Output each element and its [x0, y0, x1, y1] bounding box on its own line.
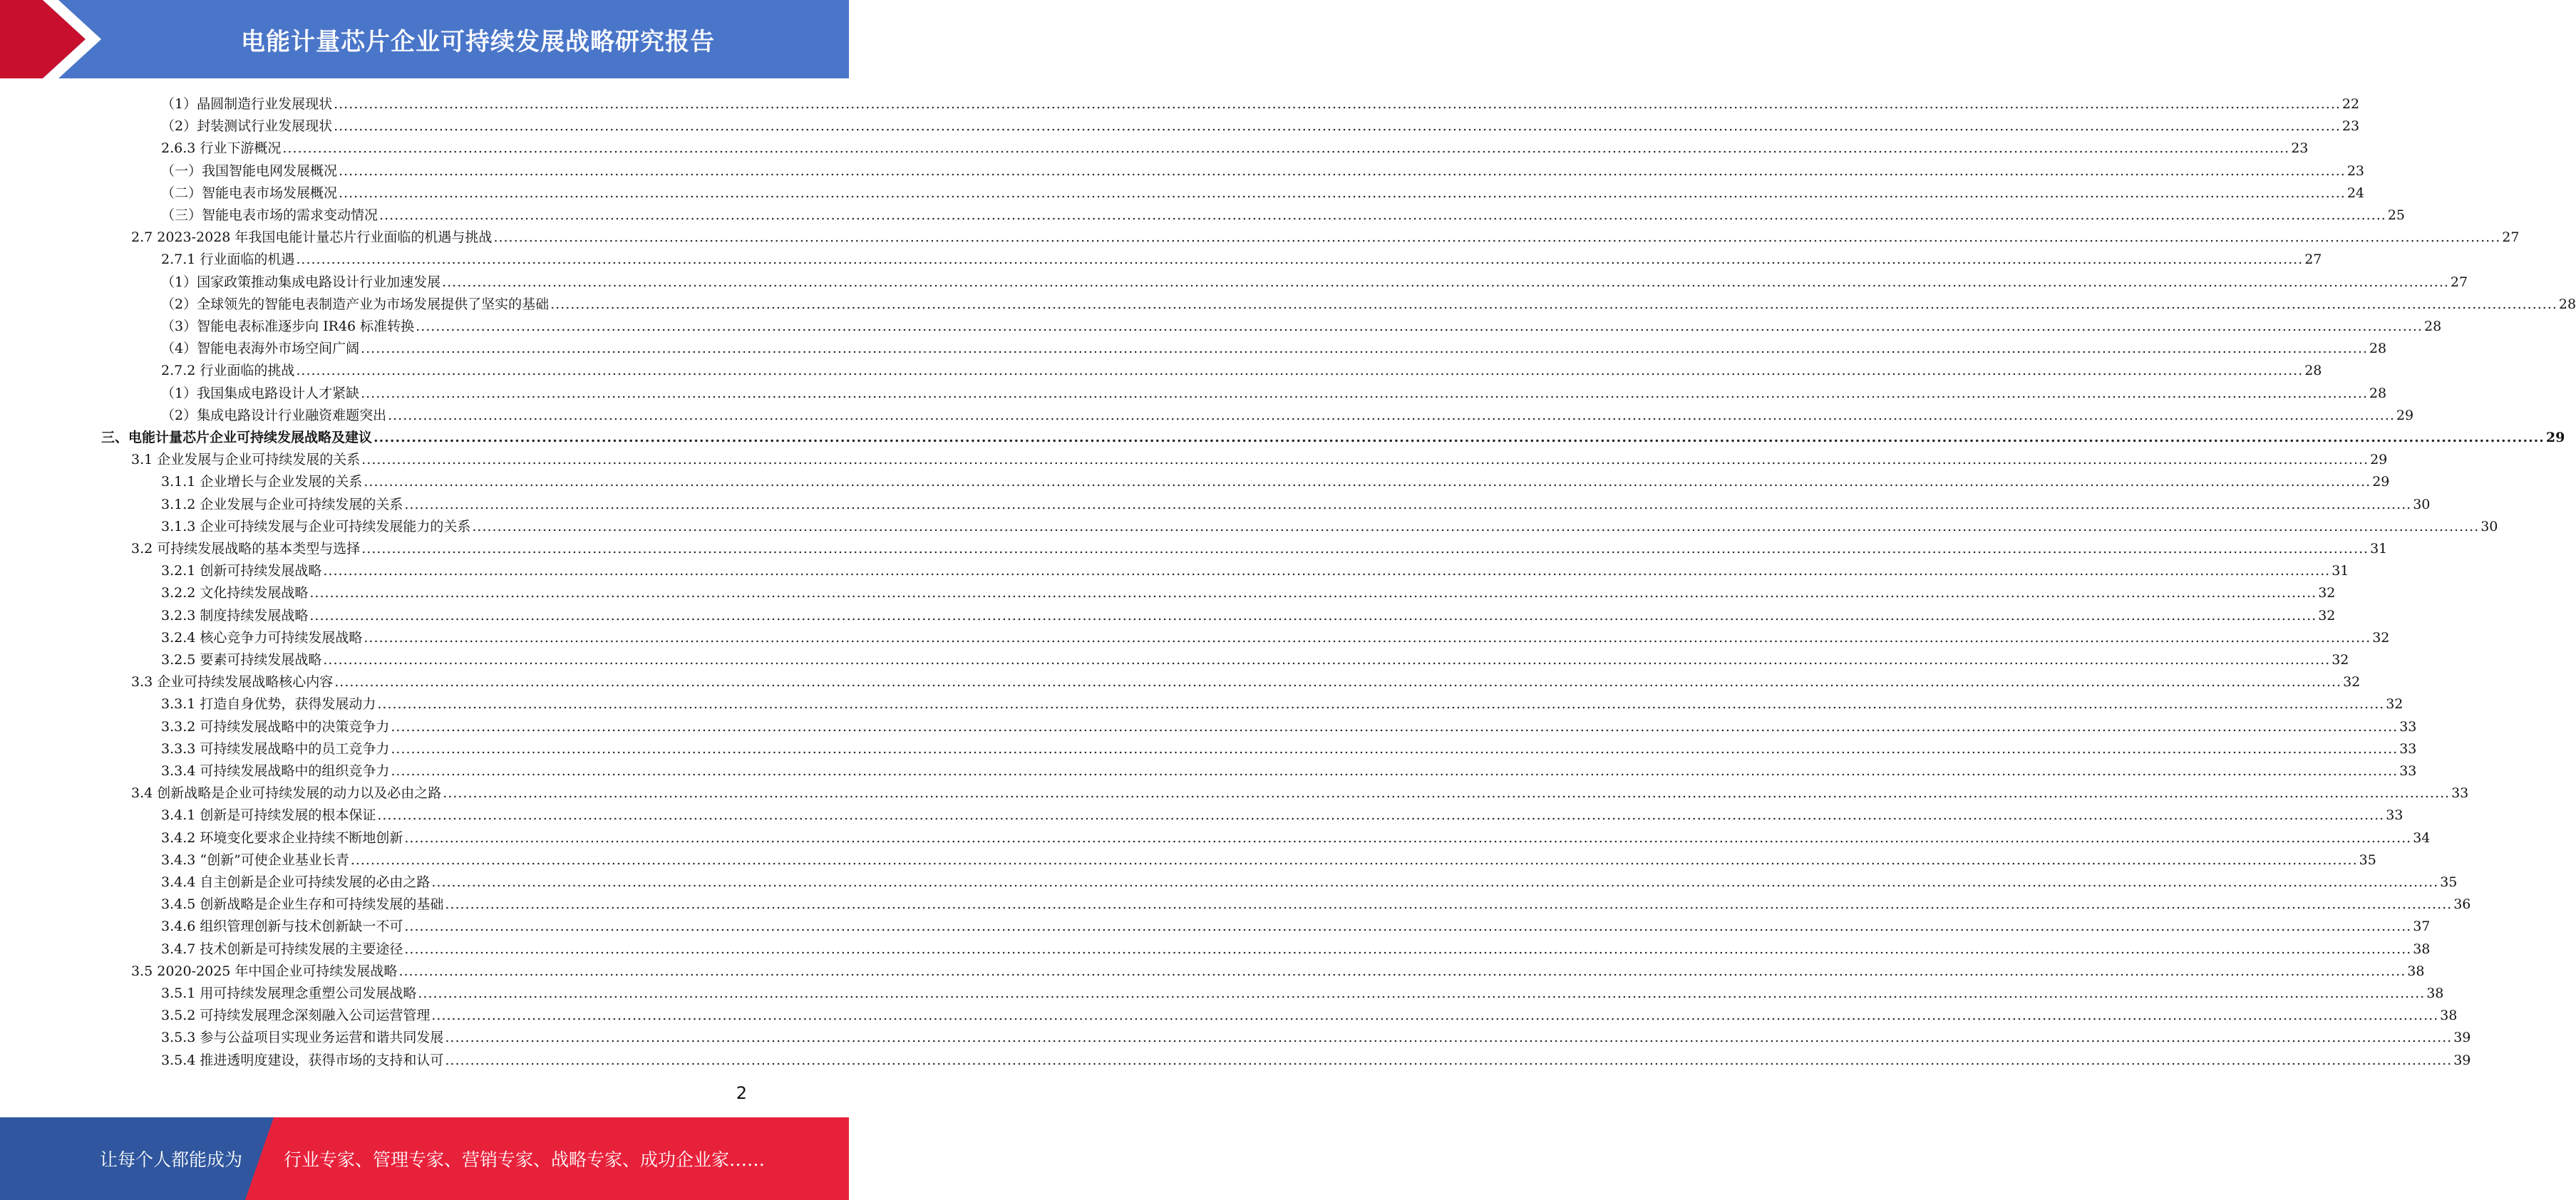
toc-entry-title: 3.1.1 企业增长与企业发展的关系	[161, 474, 363, 490]
toc-entry[interactable]	[161, 713, 2417, 735]
toc-entry[interactable]	[161, 335, 2387, 357]
toc-leader-dots: ................................................................................................................................................................................................................................................................................................................................................................................................................	[361, 541, 2369, 557]
toc-entry-page: 31	[2370, 541, 2388, 557]
toc-entry[interactable]	[161, 1024, 2471, 1046]
toc-entry-title: 3.5.2 可持续发展理念深刻融入公司运营管理	[161, 1008, 431, 1024]
toc-entry-page: 32	[2318, 607, 2336, 624]
toc-entry-title: （2）集成电路设计行业融资难题突出	[161, 407, 387, 423]
toc-entry[interactable]	[131, 780, 2469, 802]
toc-leader-dots: ................................................................................................................................................................................................................................................................................................................................................................................................................	[339, 162, 2346, 179]
page-number: 2	[736, 1083, 747, 1103]
toc-leader-dots: ................................................................................................................................................................................................................................................................................................................................................................................................................	[416, 319, 2423, 334]
toc-entry[interactable]	[161, 891, 2471, 913]
toc-entry[interactable]	[161, 1047, 2471, 1069]
toc-leader-dots: ................................................................................................................................................................................................................................................................................................................................................................................................................	[388, 407, 2395, 423]
toc-leader-dots: ................................................................................................................................................................................................................................................................................................................................................................................................................	[493, 229, 2501, 246]
toc-entry-title: 3.4.2 环境变化要求企业持续不断地创新	[161, 829, 403, 846]
toc-entry-page: 28	[2369, 385, 2387, 401]
toc-entry-title: 2.7 2023-2028 年我国电能计量芯片行业面临的机遇与挑战	[131, 229, 493, 246]
toc-entry[interactable]	[161, 468, 2390, 490]
toc-leader-dots: ................................................................................................................................................................................................................................................................................................................................................................................................................	[334, 674, 2342, 690]
toc-entry-title: （二）智能电表市场发展概况	[161, 185, 338, 201]
toc-entry-page: 33	[2399, 763, 2417, 779]
toc-leader-dots: ................................................................................................................................................................................................................................................................................................................................................................................................................	[361, 452, 2369, 468]
toc-entry-page: 27	[2450, 274, 2468, 290]
toc-entry-page: 24	[2346, 185, 2365, 201]
footer-slogan-left: 让每个人都能成为	[100, 1149, 243, 1170]
toc-entry-page: 29	[2372, 474, 2390, 490]
toc-entry-title: 3.4.4 自主创新是企业可持续发展的必由之路	[161, 874, 431, 890]
toc-entry-title: 3.2.5 要素可持续发展战略	[161, 652, 322, 668]
page-header	[0, 0, 849, 78]
toc-entry[interactable]	[161, 936, 2431, 958]
toc-entry-page: 28	[2304, 363, 2322, 379]
toc-entry-page: 38	[2407, 963, 2425, 979]
toc-entry-title: 3.3 企业可持续发展战略核心内容	[131, 674, 334, 690]
toc-entry-page: 23	[2291, 140, 2309, 157]
toc-entry-title: 3.5.3 参与公益项目实现业务运营和谐共同发展	[161, 1030, 444, 1046]
toc-entry[interactable]	[161, 646, 2349, 668]
toc-entry[interactable]	[161, 690, 2404, 713]
toc-leader-dots: ................................................................................................................................................................................................................................................................................................................................................................................................................	[431, 874, 2439, 890]
toc-entry-title: （2）全球领先的智能电表制造产业为市场发展提供了坚实的基础	[161, 296, 550, 312]
toc-entry-title: 3.2 可持续发展战略的基本类型与选择	[131, 541, 361, 557]
toc-entry-page: 22	[2341, 96, 2360, 112]
toc-entry-page: 27	[2304, 252, 2322, 268]
toc-entry-title: 3.1 企业发展与企业可持续发展的关系	[131, 452, 361, 468]
toc-entry-page: 31	[2332, 563, 2349, 579]
toc-entry-page: 32	[2343, 674, 2361, 690]
toc-entry-page: 39	[2453, 1030, 2471, 1046]
toc-entry[interactable]	[131, 668, 2361, 690]
toc-leader-dots: ................................................................................................................................................................................................................................................................................................................................................................................................................	[361, 385, 2368, 401]
toc-entry-title: 3.4.6 组织管理创新与技术创新缺一不可	[161, 919, 403, 935]
toc-entry-page: 37	[2413, 919, 2431, 935]
toc-entry-page: 33	[2399, 718, 2417, 735]
toc-entry[interactable]	[161, 113, 2360, 135]
toc-leader-dots: ................................................................................................................................................................................................................................................................................................................................................................................................................	[445, 1052, 2453, 1068]
toc-entry-title: 3.3.1 打造自身优势，获得发展动力	[161, 696, 376, 713]
toc-entry-title: 3.5.1 用可持续发展理念重塑公司发展战略	[161, 986, 417, 1001]
toc-entry-page: 32	[2332, 652, 2349, 668]
toc-entry-page: 33	[2386, 807, 2404, 824]
toc-entry[interactable]	[161, 513, 2498, 535]
toc-entry-page: 38	[2426, 986, 2444, 1001]
toc-entry-page: 29	[2545, 430, 2565, 445]
toc-leader-dots: ................................................................................................................................................................................................................................................................................................................................................................................................................	[296, 252, 2304, 268]
toc-entry-page: 35	[2440, 874, 2458, 890]
toc-entry[interactable]	[161, 246, 2322, 268]
toc-entry[interactable]	[161, 557, 2349, 579]
page-footer	[0, 1117, 849, 1200]
toc-entry-title: 3.4.3 “创新”可使企业基业长青	[161, 852, 349, 868]
toc-leader-dots: ................................................................................................................................................................................................................................................................................................................................................................................................................	[309, 585, 2317, 601]
toc-entry[interactable]	[161, 869, 2458, 891]
toc-entry-title: 3.3.2 可持续发展战略中的决策竞争力	[161, 718, 390, 735]
toc-leader-dots: ................................................................................................................................................................................................................................................................................................................................................................................................................	[404, 496, 2412, 512]
toc-entry-title: 2.6.3 行业下游概况	[161, 140, 282, 157]
toc-entry-page: 32	[2386, 696, 2404, 713]
toc-entry-title: 3.4.1 创新是可持续发展的根本保证	[161, 807, 376, 824]
toc-leader-dots: ................................................................................................................................................................................................................................................................................................................................................................................................................	[379, 207, 2386, 223]
toc-entry-page: 32	[2318, 585, 2336, 601]
toc-entry[interactable]	[161, 824, 2431, 847]
toc-leader-dots: ................................................................................................................................................................................................................................................................................................................................................................................................................	[377, 807, 2385, 824]
toc-entry[interactable]	[161, 313, 2442, 335]
toc-entry-page: 28	[2423, 319, 2442, 334]
toc-leader-dots: ................................................................................................................................................................................................................................................................................................................................................................................................................	[431, 1008, 2439, 1024]
toc-entry[interactable]	[161, 602, 2336, 624]
toc-leader-dots: ................................................................................................................................................................................................................................................................................................................................................................................................................	[282, 140, 2290, 157]
toc-leader-dots: ................................................................................................................................................................................................................................................................................................................................................................................................................	[339, 185, 2346, 201]
toc-leader-dots: ................................................................................................................................................................................................................................................................................................................................................................................................................	[391, 718, 2399, 735]
toc-entry-page: 34	[2413, 829, 2431, 846]
toc-entry-title: 3.1.3 企业可持续发展与企业可持续发展能力的关系	[161, 518, 471, 534]
toc-entry[interactable]	[161, 579, 2336, 601]
toc-entry[interactable]	[161, 1002, 2458, 1024]
toc-entry-page: 35	[2359, 852, 2376, 868]
toc-entry-page: 28	[2369, 341, 2387, 357]
toc-entry[interactable]	[131, 535, 2388, 557]
toc-leader-dots: ................................................................................................................................................................................................................................................................................................................................................................................................................	[377, 696, 2385, 713]
toc-leader-dots: ................................................................................................................................................................................................................................................................................................................................................................................................................	[361, 341, 2368, 357]
toc-entry-page: 38	[2413, 941, 2431, 957]
toc-entry-title: 3.4.5 创新战略是企业生存和可持续发展的基础	[161, 896, 444, 913]
toc-entry-page: 30	[2480, 518, 2498, 534]
report-title: 电能计量芯片企业可持续发展战略研究报告	[241, 27, 715, 56]
toc-entry[interactable]	[161, 802, 2404, 824]
toc-leader-dots: ................................................................................................................................................................................................................................................................................................................................................................................................................	[445, 1030, 2453, 1046]
toc-leader-dots: ................................................................................................................................................................................................................................................................................................................................................................................................................	[334, 96, 2341, 112]
toc-entry-title: 3.5 2020-2025 年中国企业可持续发展战略	[131, 963, 398, 979]
toc-entry[interactable]	[161, 402, 2414, 424]
toc-entry-title: 3.5.4 推进透明度建设，获得市场的支持和认可	[161, 1052, 444, 1068]
toc-leader-dots: ................................................................................................................................................................................................................................................................................................................................................................................................................	[391, 740, 2399, 757]
toc-entry-title: （三）智能电表市场的需求变动情况	[161, 207, 378, 223]
toc-entry-title: （1）晶圆制造行业发展现状	[161, 96, 333, 112]
toc-leader-dots: ................................................................................................................................................................................................................................................................................................................................................................................................................	[309, 607, 2317, 624]
toc-entry[interactable]	[161, 624, 2390, 646]
toc-leader-dots: ................................................................................................................................................................................................................................................................................................................................................................................................................	[323, 563, 2331, 579]
toc-leader-dots: ................................................................................................................................................................................................................................................................................................................................................................................................................	[323, 652, 2331, 668]
toc-leader-dots: ................................................................................................................................................................................................................................................................................................................................................................................................................	[404, 829, 2412, 846]
toc-entry[interactable]	[131, 958, 2425, 980]
footer-slogan-right: 行业专家、管理专家、营销专家、战略专家、成功企业家……	[284, 1149, 766, 1170]
toc-entry[interactable]	[161, 269, 2468, 291]
toc-entry-title: 3.3.3 可持续发展战略中的员工竞争力	[161, 740, 390, 757]
toc-entry-title: （4）智能电表海外市场空间广阔	[161, 341, 360, 357]
toc-leader-dots: ................................................................................................................................................................................................................................................................................................................................................................................................................	[364, 629, 2371, 646]
toc-entry-page: 36	[2453, 896, 2471, 913]
toc-entry-title: 3.4 创新战略是企业可持续发展的动力以及必由之路	[131, 785, 442, 802]
toc-entry-title: 3.1.2 企业发展与企业可持续发展的关系	[161, 496, 403, 512]
toc-entry[interactable]	[161, 847, 2376, 869]
toc-entry-title: （1）我国集成电路设计人才紧缺	[161, 385, 360, 401]
toc-leader-dots: ................................................................................................................................................................................................................................................................................................................................................................................................................	[391, 763, 2399, 779]
toc-entry-page: 23	[2346, 162, 2365, 179]
toc-entry-title: 三、电能计量芯片企业可持续发展战略及建议	[101, 430, 373, 445]
toc-entry[interactable]	[161, 491, 2431, 513]
toc-entry-title: 3.2.1 创新可持续发展战略	[161, 563, 322, 579]
toc-leader-dots: ................................................................................................................................................................................................................................................................................................................................................................................................................	[418, 986, 2426, 1001]
toc-entry[interactable]	[161, 357, 2322, 379]
toc-leader-dots: ................................................................................................................................................................................................................................................................................................................................................................................................................	[550, 296, 2557, 312]
toc-leader-dots: ................................................................................................................................................................................................................................................................................................................................................................................................................	[296, 363, 2304, 379]
toc-leader-dots: ................................................................................................................................................................................................................................................................................................................................................................................................................	[404, 919, 2412, 935]
toc-entry-title: 3.2.3 制度持续发展战略	[161, 607, 309, 624]
toc-entry-title: 3.3.4 可持续发展战略中的组织竞争力	[161, 763, 390, 779]
toc-leader-dots: ................................................................................................................................................................................................................................................................................................................................................................................................................	[373, 430, 2545, 445]
toc-entry[interactable]	[161, 157, 2365, 180]
toc-entry-page: 38	[2440, 1008, 2458, 1024]
toc-entry-title: 3.2.4 核心竞争力可持续发展战略	[161, 629, 363, 646]
toc-entry-page: 33	[2451, 785, 2469, 802]
toc-entry-page: 39	[2453, 1052, 2471, 1068]
toc-entry-title: 2.7.1 行业面临的机遇	[161, 252, 295, 268]
toc-entry[interactable]	[161, 90, 2360, 113]
toc-entry-title: 3.4.7 技术创新是可持续发展的主要途径	[161, 941, 403, 957]
toc-leader-dots: ................................................................................................................................................................................................................................................................................................................................................................................................................	[404, 941, 2412, 957]
toc-leader-dots: ................................................................................................................................................................................................................................................................................................................................................................................................................	[443, 785, 2451, 802]
toc-entry-title: 2.7.2 行业面临的挑战	[161, 363, 295, 379]
toc-entry[interactable]	[161, 913, 2431, 935]
toc-entry-title: （2）封装测试行业发展现状	[161, 118, 333, 135]
toc-entry-page: 29	[2370, 452, 2388, 468]
toc-entry[interactable]	[161, 380, 2387, 402]
toc-entry[interactable]	[131, 446, 2388, 468]
toc-entry-title: （一）我国智能电网发展概况	[161, 162, 338, 179]
toc-entry[interactable]	[161, 757, 2417, 780]
toc-entry-page: 33	[2399, 740, 2417, 757]
toc-entry[interactable]	[161, 180, 2365, 202]
toc-entry-page: 29	[2396, 407, 2414, 423]
toc-leader-dots: ................................................................................................................................................................................................................................................................................................................................................................................................................	[364, 474, 2371, 490]
toc-entry[interactable]	[131, 224, 2520, 246]
toc-entry-title: 3.2.2 文化持续发展战略	[161, 585, 309, 601]
toc-leader-dots: ................................................................................................................................................................................................................................................................................................................................................................................................................	[350, 852, 2358, 868]
toc-entry[interactable]	[101, 424, 2565, 446]
toc-entry[interactable]	[161, 980, 2444, 1002]
toc-entry-page: 30	[2413, 496, 2431, 512]
toc-entry-page: 32	[2372, 629, 2390, 646]
toc-entry[interactable]	[161, 202, 2406, 224]
toc-entry-title: （1）国家政策推动集成电路设计行业加速发展	[161, 274, 441, 290]
toc-entry[interactable]	[161, 135, 2309, 157]
toc-leader-dots: ................................................................................................................................................................................................................................................................................................................................................................................................................	[398, 963, 2406, 979]
toc-entry[interactable]	[161, 291, 2576, 313]
toc-leader-dots: ................................................................................................................................................................................................................................................................................................................................................................................................................	[334, 118, 2341, 135]
toc-entry-page: 23	[2341, 118, 2360, 135]
toc-entry-title: （3）智能电表标准逐步向 IR46 标准转换	[161, 319, 415, 334]
toc-entry[interactable]	[161, 735, 2417, 757]
toc-leader-dots: ................................................................................................................................................................................................................................................................................................................................................................................................................	[472, 518, 2480, 534]
toc-entry-page: 27	[2502, 229, 2520, 246]
toc-entry-page: 25	[2387, 207, 2406, 223]
toc-leader-dots: ................................................................................................................................................................................................................................................................................................................................................................................................................	[442, 274, 2449, 290]
toc-leader-dots: ................................................................................................................................................................................................................................................................................................................................................................................................................	[445, 896, 2453, 913]
toc-entry-page: 28	[2558, 296, 2576, 312]
